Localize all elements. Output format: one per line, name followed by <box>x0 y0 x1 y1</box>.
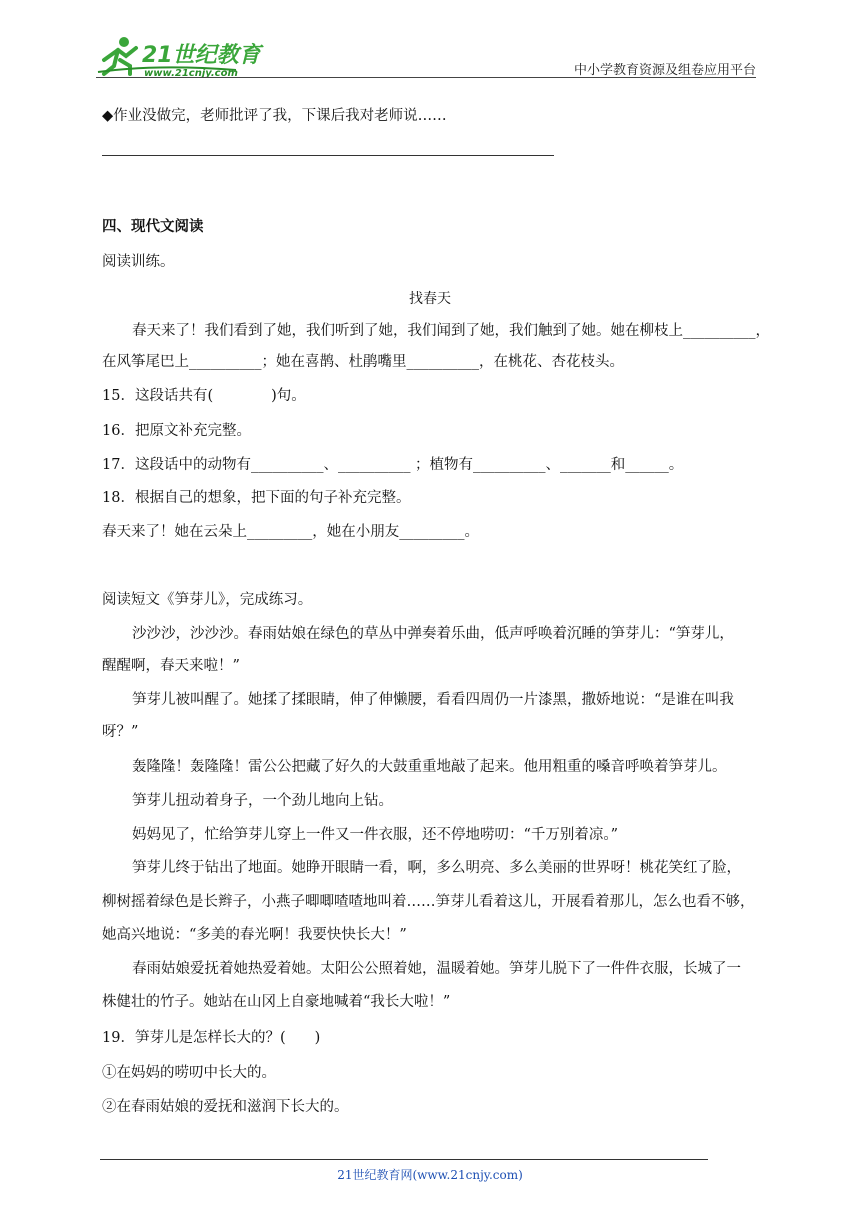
header-divider <box>96 77 756 78</box>
passage2-line: 笋芽儿终于钻出了地面。她睁开眼睛一看，啊，多么明亮、多么美丽的世界呀！桃花笑红了脸， <box>132 860 741 876</box>
question-19: 19．笋芽儿是怎样长大的？( ) <box>102 1030 321 1046</box>
passage2-line: 笋芽儿被叫醒了。她揉了揉眼睛，伸了伸懒腰，看看四周仍一片漆黑，撒娇地说：“是谁在叫我 <box>132 692 734 708</box>
passage2-line: 妈妈见了，忙给笋芽儿穿上一件又一件衣服，还不停地唠叨：“千万别着凉。” <box>132 827 619 843</box>
passage2-line: 春雨姑娘爱抚着她热爱着她。太阳公公照着她，温暖着她。笋芽儿脱下了一件件衣服，长城了一 <box>132 961 741 977</box>
answer-underline <box>102 155 554 156</box>
footer-link[interactable]: 21世纪教育网(www.21cnjy.com) <box>337 1168 523 1182</box>
platform-label: 中小学教育资源及组卷应用平台 <box>573 63 756 78</box>
prompt-line: ◆作业没做完，老师批评了我，下课后我对老师说…… <box>102 108 447 124</box>
footer-divider <box>100 1159 708 1160</box>
passage2-line: 笋芽儿扭动着身子，一个劲儿地向上钻。 <box>132 793 393 809</box>
passage2-intro: 阅读短文《笋芽儿》，完成练习。 <box>102 592 313 608</box>
question-18: 18．根据自己的想象，把下面的句子补充完整。 <box>102 490 411 506</box>
logo-url: www.21cnjy.com <box>144 68 238 78</box>
passage2-line: 呀？” <box>102 724 139 740</box>
runner-logo-icon <box>96 34 266 78</box>
passage-para-2: 在风筝尾巴上__________；她在喜鹊、杜鹃嘴里__________，在桃花、杏花枝头。 <box>102 354 624 370</box>
passage2-line: 她高兴地说：“多美的春光啊！我要快快长大！” <box>102 927 407 943</box>
option-2: ②在春雨姑娘的爱抚和滋润下长大的。 <box>102 1099 349 1115</box>
question-15: 15．这段话共有( )句。 <box>102 388 306 404</box>
passage2-line: 醒醒啊，春天来啦！” <box>102 658 240 674</box>
section-heading: 四、现代文阅读 <box>102 219 204 235</box>
passage2-line: 柳树摇着绿色是长辫子，小燕子唧唧喳喳地叫着……笋芽儿看着这儿，开展看着那儿，怎么也看不够， <box>102 894 755 910</box>
option-1: ①在妈妈的唠叨中长大的。 <box>102 1065 276 1081</box>
passage2-line: 轰隆隆！轰隆隆！雷公公把藏了好久的大鼓重重地敲了起来。他用粗重的嗓音呼唤着笋芽儿。 <box>132 759 727 775</box>
passage-para-1: 春天来了！我们看到了她，我们听到了她，我们闻到了她，我们触到了她。她在柳枝上__________， <box>132 323 770 339</box>
logo-text: 21世纪教育 <box>142 43 261 68</box>
passage-title: 找春天 <box>409 291 451 307</box>
question-16: 16．把原文补充完整。 <box>102 423 251 439</box>
passage2-line: 沙沙沙，沙沙沙。春雨姑娘在绿色的草丛中弹奏着乐曲，低声呼唤着沉睡的笋芽儿：“笋芽儿， <box>132 626 734 642</box>
question-18-sentence: 春天来了！她在云朵上_________，她在小朋友_________。 <box>102 524 479 540</box>
passage2-line: 株健壮的竹子。她站在山冈上自豪地喊着“我长大啦！” <box>102 994 451 1010</box>
reading-intro: 阅读训练。 <box>102 254 175 270</box>
question-17: 17．这段话中的动物有__________、__________ ；植物有__________、_______和______。 <box>102 457 684 473</box>
site-logo[interactable] <box>96 34 266 78</box>
